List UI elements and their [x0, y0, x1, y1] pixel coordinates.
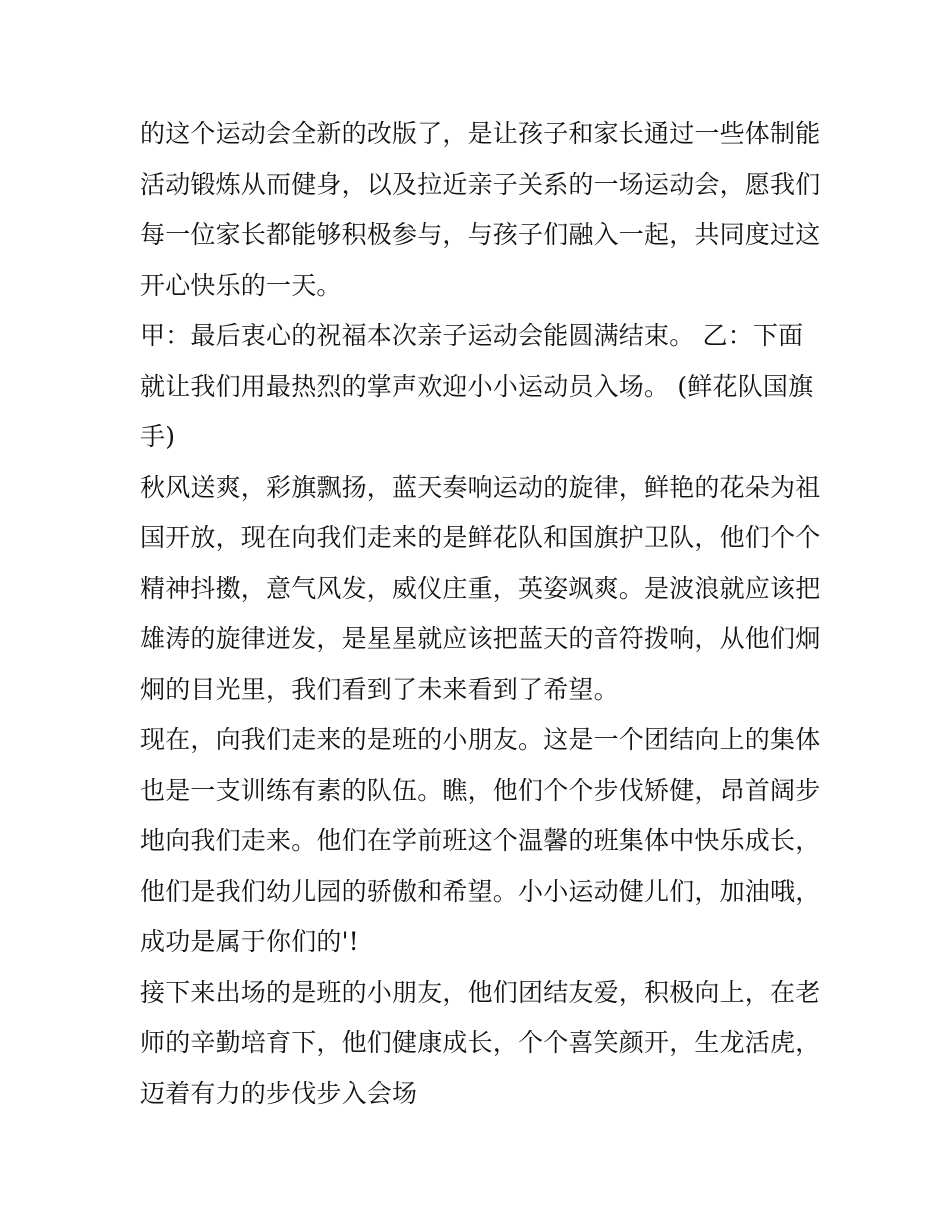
text-line: 雄涛的旋律迸发，是星星就应该把蓝天的音符拨响，从他们炯	[140, 624, 821, 653]
text-line: 甲：最后衷心的祝福本次亲子运动会能圆满结束。 乙：下面	[140, 321, 804, 350]
text-line: 的这个运动会全新的改版了，是让孩子和家长通过一些体制能	[140, 119, 821, 148]
text-line: 活动锻炼从而健身，以及拉近亲子关系的一场运动会，愿我们	[140, 169, 821, 199]
text-line: 开心快乐的一天。	[140, 270, 342, 300]
text-line: 迈着有力的步伐步入会场	[140, 1078, 418, 1108]
text-line: 秋风送爽，彩旗飘扬，蓝天奏响运动的旋律，鲜艳的花朵为祖	[140, 472, 821, 502]
text-line: 精神抖擞，意气风发，威仪庄重，英姿飒爽。是波浪就应该把	[140, 573, 821, 603]
text-line: 他们是我们幼儿园的骄傲和希望。小小运动健儿们，加油哦，	[140, 876, 821, 906]
text-line: 现在，向我们走来的是班的小朋友。这是一个团结向上的集体	[140, 725, 821, 754]
text-line: 就让我们用最热烈的掌声欢迎小小运动员入场。 (鲜花队国旗	[140, 371, 814, 401]
text-line: 每一位家长都能够积极参与，与孩子们融入一起，共同度过这	[140, 220, 821, 249]
document-body	[140, 109, 821, 1119]
text-line: 接下来出场的是班的小朋友，他们团结友爱，积极向上，在老	[140, 977, 821, 1007]
text-line: 国开放，现在向我们走来的是鲜花队和国旗护卫队，他们个个	[140, 523, 821, 552]
text-line: 师的辛勤培育下，他们健康成长，个个喜笑颜开，生龙活虎，	[140, 1028, 821, 1057]
text-line: 成功是属于你们的'!	[140, 927, 359, 956]
text-line: 地向我们走来。他们在学前班这个温馨的班集体中快乐成长，	[140, 826, 821, 855]
text-line: 也是一支训练有素的队伍。瞧，他们个个步伐矫健，昂首阔步	[140, 775, 821, 805]
text-line: 炯的目光里，我们看到了未来看到了希望。	[140, 674, 619, 704]
text-line: 手)	[140, 422, 176, 451]
